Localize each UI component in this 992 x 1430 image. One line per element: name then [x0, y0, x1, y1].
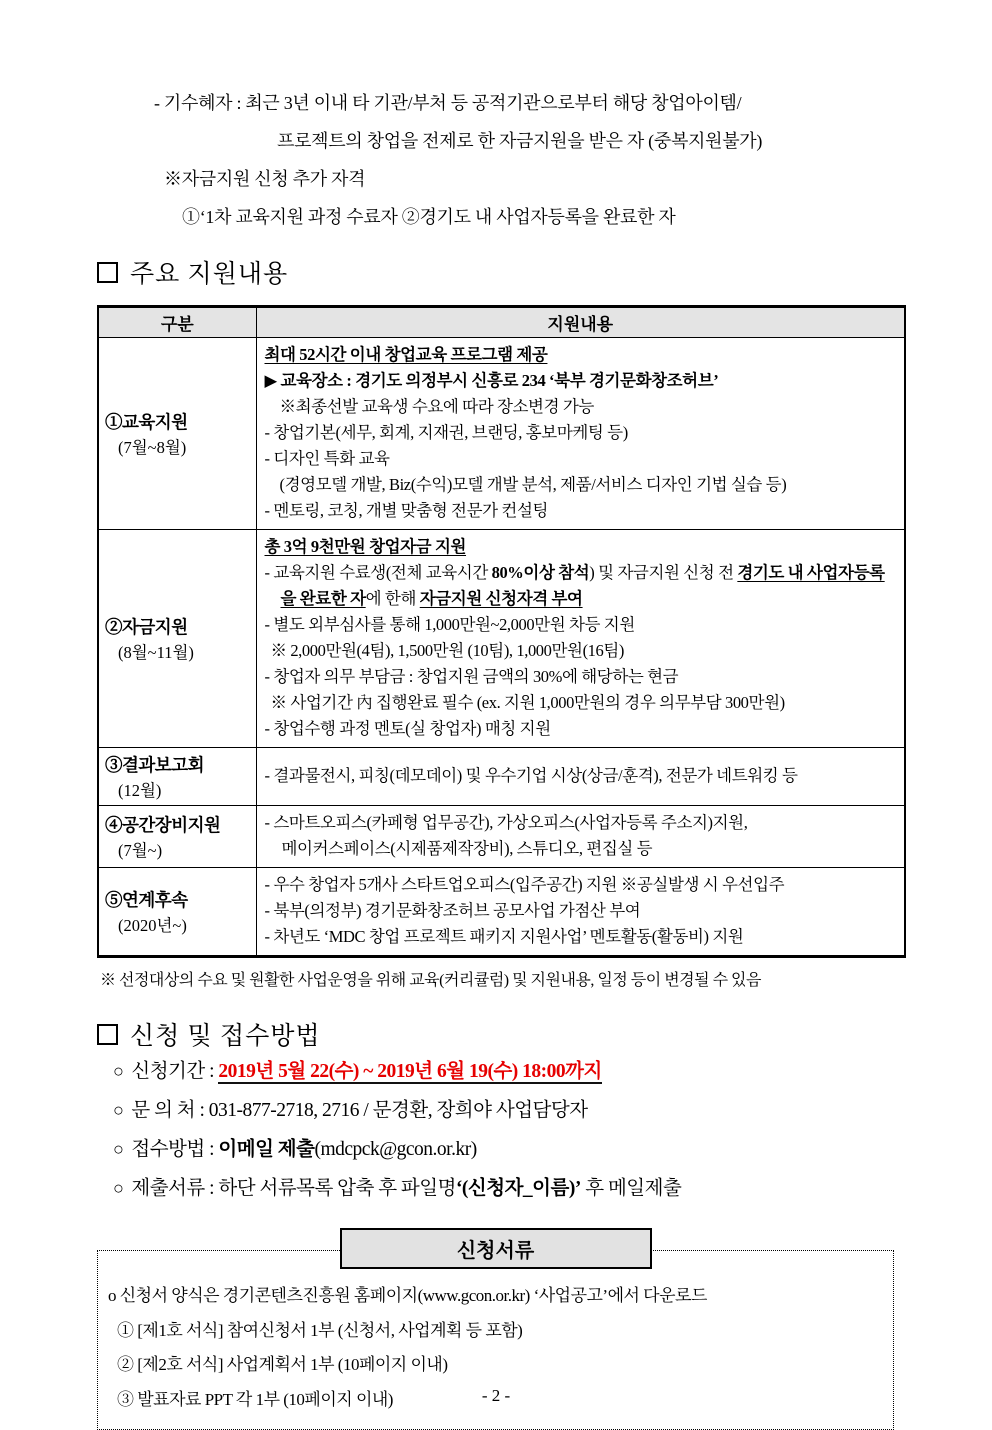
- section-heading-apply: [97, 1016, 906, 1052]
- table-header-row: [98, 307, 905, 338]
- row-content-cell: [256, 530, 905, 748]
- row-content-cell: [256, 868, 905, 957]
- intro-line-qualification-detail: ①‘1차 교육지원 과정 수료자 ②경기도 내 사업자등록을 완료한 자: [182, 207, 676, 227]
- apply-item-period: [97, 1052, 906, 1091]
- intro-line-beneficiary: - 기수혜자 : 최근 3년 이내 타 기관/부처 등 공적기관으로부터 해당 창업아이템/: [154, 93, 742, 113]
- intro-block: [97, 84, 906, 236]
- row-content-cell: [256, 748, 905, 806]
- column-header-category: 구분: [98, 307, 256, 338]
- square-bullet-icon: [97, 1024, 118, 1045]
- support-table: [97, 305, 906, 958]
- page-number: - 2 -: [481, 1386, 511, 1405]
- text-segment: - 교육지원 수료생(전체 교육시간: [264, 563, 492, 582]
- content-line: 총 3억 9천만원 창업자금 지원: [264, 537, 467, 556]
- row-label: ⑤연계후속: [105, 890, 188, 910]
- row-label-cell: [98, 806, 256, 868]
- circle-bullet-icon: ○: [113, 1139, 124, 1159]
- content-line: ▶ 교육장소 : 경기도 의정부시 신흥로 234 ‘북부 경기문화창조허브’: [264, 371, 719, 390]
- row-label: ③결과보고회: [105, 755, 205, 775]
- row-content-cell: [256, 806, 905, 868]
- text-segment-bold-underline: 자금지원 신청자격 부여: [419, 589, 583, 608]
- table-row-space-equipment: [98, 806, 905, 868]
- apply-documents-rest: 후 메일제출: [580, 1178, 682, 1199]
- intro-line-beneficiary-wrap: 프로젝트의 창업을 전제로 한 자금지원을 받은 자 (중복지원불가): [277, 131, 763, 151]
- text-segment: ) 및 자금지원 신청 전: [589, 563, 738, 582]
- apply-method-bold: 이메일 제출: [218, 1139, 315, 1160]
- content-line: 최대 52시간 이내 창업교육 프로그램 제공: [264, 345, 548, 364]
- content-line: 메이커스페이스(시제품제작장비), 스튜디오, 편집실 등: [281, 839, 653, 858]
- apply-label: 접수방법 :: [131, 1139, 219, 1160]
- content-line: ※ 사업기간 內 집행완료 필수 (ex. 지원 1,000만원의 경우 의무부담 300만원): [270, 693, 785, 712]
- content-line: (경영모델 개발, Biz(수익)모델 개발 분석, 제품/서비스 디자인 기법 실습 등): [279, 475, 787, 494]
- circle-bullet-icon: ○: [113, 1061, 124, 1081]
- row-label-cell: [98, 868, 256, 957]
- apply-label: 신청기간 :: [131, 1061, 219, 1082]
- apply-contact-text: 문 의 처 : 031-877-2718, 2716 / 문경환, 장희야 사업담당자: [131, 1100, 588, 1121]
- docs-line-ppt: ③ 발표자료 PPT 각 1부 (10페이지 이내): [117, 1389, 393, 1409]
- apply-item-documents: [97, 1169, 906, 1208]
- content-line: - 창업자 의무 부담금 : 창업지원 금액의 30%에 해당하는 현금: [264, 667, 679, 686]
- apply-label: 제출서류 : 하단 서류목록 압축 후 파일명: [131, 1178, 456, 1199]
- docs-line-form1: ① [제1호 서식] 참여신청서 1부 (신청서, 사업계획 등 포함): [117, 1320, 523, 1340]
- apply-method-email: (mdcpck@gcon.or.kr): [314, 1139, 477, 1160]
- content-line: - 디자인 특화 교육: [264, 449, 390, 468]
- content-line: - 결과물전시, 피칭(데모데이) 및 우수기업 시상(상금/훈격), 전문가 네트워킹 등: [264, 766, 798, 785]
- circle-bullet-icon: ○: [113, 1100, 124, 1120]
- apply-item-contact: [97, 1091, 906, 1130]
- row-label-cell: [98, 338, 256, 530]
- row-label: ④공간장비지원: [105, 815, 221, 835]
- docs-title-badge: 신청서류: [340, 1228, 652, 1269]
- apply-filename-bold: ‘(신청자_이름)’: [455, 1178, 581, 1199]
- table-row-funding: [98, 530, 905, 748]
- table-row-report: [98, 748, 905, 806]
- content-line: ※최종선발 교육생 수요에 따라 장소변경 가능: [279, 397, 594, 416]
- content-line: ※ 2,000만원(4팀), 1,500만원 (10팀), 1,000만원(16팀): [270, 641, 624, 660]
- docs-line-download: o 신청서 양식은 경기콘텐츠진흥원 홈페이지(www.gcon.or.kr) ‘사업공고’에서 다운로드: [108, 1286, 707, 1305]
- row-period: (12월): [118, 781, 162, 800]
- content-line: [265, 560, 899, 612]
- section-title: 주요 지원내용: [130, 261, 289, 288]
- section-title: 신청 및 접수방법: [130, 1023, 321, 1050]
- column-header-content: 지원내용: [256, 307, 905, 338]
- row-label: ②자금지원: [105, 617, 188, 637]
- apply-item-method: [97, 1130, 906, 1169]
- content-line: - 창업기본(세무, 회계, 지재권, 브랜딩, 홍보마케팅 등): [264, 423, 628, 442]
- row-period: (7월~): [118, 841, 163, 860]
- row-period: (2020년~): [118, 916, 187, 935]
- row-label-cell: [98, 530, 256, 748]
- table-row-education: [98, 338, 905, 530]
- content-line: - 멘토링, 코칭, 개별 맞춤형 전문가 컨설팅: [264, 501, 549, 520]
- row-content-cell: [256, 338, 905, 530]
- content-line: - 스마트오피스(카페형 업무공간), 가상오피스(사업자등록 주소지)지원,: [264, 813, 748, 832]
- text-segment-bold: 80%이상 참석: [491, 563, 590, 582]
- content-line: - 우수 창업자 5개사 스타트업오피스(입주공간) 지원 ※공실발생 시 우선입주: [264, 875, 785, 894]
- text-segment-bold-underline: 경기도 내 사업자등록을 완료한 자: [280, 563, 885, 608]
- content-line: - 별도 외부심사를 통해 1,000만원~2,000만원 차등 지원: [264, 615, 635, 634]
- apply-period-value: 2019년 5월 22(수) ~ 2019년 6월 19(수) 18:00까지: [218, 1061, 602, 1082]
- content-line: - 창업수행 과정 멘토(실 창업자) 매칭 지원: [264, 719, 551, 738]
- square-bullet-icon: [97, 262, 118, 283]
- apply-list: [97, 1052, 906, 1208]
- row-period: (7월~8월): [118, 438, 187, 457]
- row-period: (8월~11월): [118, 643, 194, 662]
- text-segment: 에 한해: [365, 589, 420, 608]
- section-heading-support: [97, 254, 906, 290]
- table-row-follow-up: [98, 868, 905, 957]
- table-footnote: ※ 선정대상의 수요 및 원활한 사업운영을 위해 교육(커리큘럼) 및 지원내용, 일정 등이 변경될 수 있음: [100, 972, 761, 989]
- intro-line-extra-qualification: ※자금지원 신청 추가 자격: [164, 169, 366, 189]
- circle-bullet-icon: ○: [113, 1178, 124, 1198]
- row-label: ①교육지원: [105, 412, 188, 432]
- content-line: - 북부(의정부) 경기문화창조허브 공모사업 가점산 부여: [264, 901, 641, 920]
- content-line: - 차년도 ‘MDC 창업 프로젝트 패키지 지원사업’ 멘토활동(활동비) 지원: [264, 927, 744, 946]
- row-label-cell: [98, 748, 256, 806]
- docs-line-form2: ② [제2호 서식] 사업계획서 1부 (10페이지 이내): [117, 1355, 448, 1374]
